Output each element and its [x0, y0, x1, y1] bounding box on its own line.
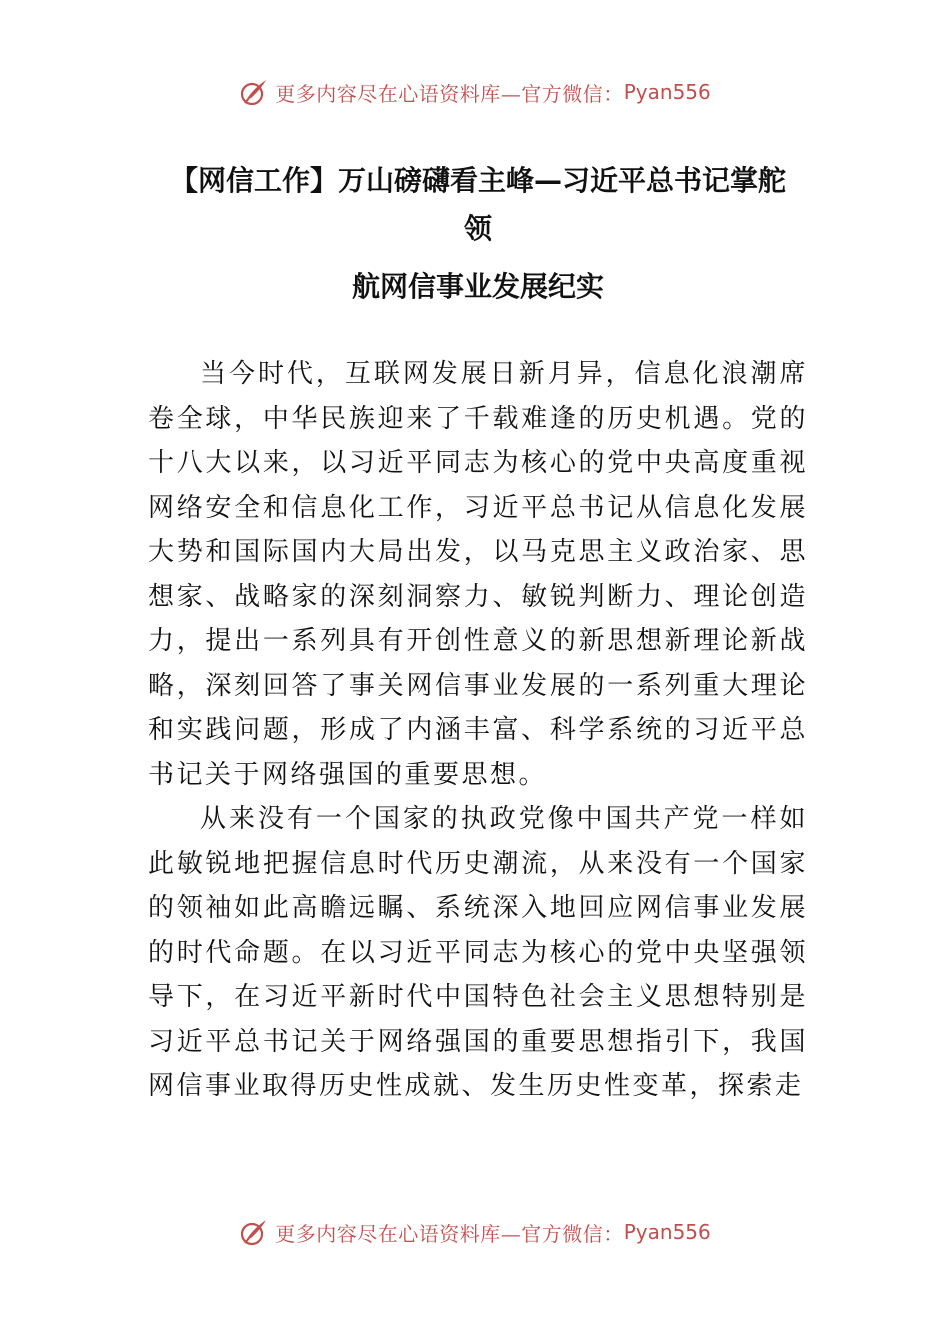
document-title-line-1: 【网信工作】万山磅礴看主峰—习近平总书记掌舵: [169, 164, 786, 197]
watermark-handle: Pyan556: [623, 1220, 711, 1244]
watermark-text: 更多内容尽在心语资料库—官方微信：: [275, 1221, 624, 1246]
paragraph-2: 从来没有一个国家的执政党像中国共产党一样如此敏锐地把握信息时代历史潮流，从来没有一个国家的领袖如此高瞻远瞩、系统深入地回应网信事业发展的时代命题。在以习近平同志为核心的党中央坚强领导下，在习近平新时代中国特色社会主义思想特别是习近平总书记关于网络强国的重要思想指引下，我国网信事业取得历史性成就、发生历史性变革，探索走: [148, 804, 808, 1101]
watermark-handle: Pyan556: [623, 80, 711, 104]
paragraph-1: 当今时代，互联网发展日新月异，信息化浪潮席卷全球，中华民族迎来了千载难逢的历史机遇。党的十八大以来，以习近平同志为核心的党中央高度重视网络安全和信息化工作，习近平总书记从信息化发展大势和国际国内大局出发，以马克思主义政治家、思想家、战略家的深刻洞察力、敏锐判断力、理论创造力，提出一系列具有开创性意义的新思想新理论新战略，深刻回答了事关网信事业发展的一系列重大理论和实践问题，形成了内涵丰富、科学系统的习近平总书记关于网络强国的重要思想。: [148, 359, 808, 790]
document-title-line-2: 航网信事业发展纪实: [351, 270, 604, 303]
article-body: [148, 352, 808, 1109]
quill-logo-icon: [239, 1217, 269, 1247]
quill-logo-icon: [239, 77, 269, 107]
document-title-line-1-wrap: 领: [463, 212, 492, 245]
watermark-header: [0, 72, 950, 112]
watermark-footer: [0, 1212, 950, 1252]
watermark-text: 更多内容尽在心语资料库—官方微信：: [275, 81, 624, 106]
